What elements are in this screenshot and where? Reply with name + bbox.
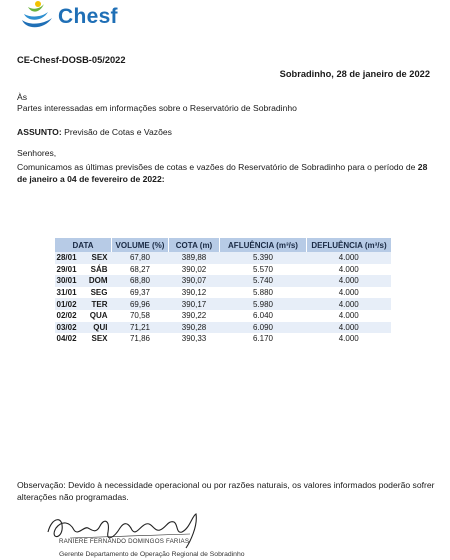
weekday-value: QUI (93, 322, 108, 332)
cell-defluencia: 4.000 (307, 287, 392, 299)
cell-date (55, 275, 112, 287)
date-value: 04/02 (56, 334, 77, 344)
cell-afluencia: 5.570 (220, 264, 307, 276)
cell-defluencia: 4.000 (307, 298, 392, 310)
cell-cota: 390,28 (169, 322, 220, 334)
cell-afluencia: 5.980 (220, 298, 307, 310)
table-row (55, 322, 392, 334)
cell-defluencia: 4.000 (307, 333, 392, 345)
handwritten-signature (40, 508, 230, 552)
chesf-logo (18, 0, 128, 32)
body-text: Comunicamos as últimas previsões de cotas e vazões do Reservatório de Sobradinho para o período de (17, 162, 416, 172)
logo-text: Chesf (58, 5, 118, 28)
cell-afluencia: 6.040 (220, 310, 307, 322)
cell-date (55, 252, 112, 264)
cell-afluencia: 5.390 (220, 252, 307, 264)
cell-defluencia: 4.000 (307, 310, 392, 322)
table-row (55, 252, 392, 264)
table-row (55, 298, 392, 310)
cell-cota: 390,17 (169, 298, 220, 310)
header-volume: VOLUME (%) (112, 238, 169, 252)
weekday-value: QUA (89, 311, 108, 321)
date-value: 02/02 (56, 311, 77, 321)
document-reference: CE-Chesf-DOSB-05/2022 (17, 55, 126, 65)
cell-defluencia: 4.000 (307, 322, 392, 334)
cell-date (55, 333, 112, 345)
cell-volume: 68,80 (112, 275, 169, 287)
document-date: Sobradinho, 28 de janeiro de 2022 (279, 69, 430, 79)
table-header-row (55, 238, 392, 252)
cell-defluencia: 4.000 (307, 252, 392, 264)
date-value: 30/01 (56, 276, 77, 286)
date-value: 29/01 (56, 264, 77, 274)
cell-cota: 390,02 (169, 264, 220, 276)
cell-afluencia: 5.740 (220, 275, 307, 287)
subject-label: ASSUNTO: (17, 127, 62, 137)
cell-afluencia: 6.170 (220, 333, 307, 345)
cell-defluencia: 4.000 (307, 264, 392, 276)
subject-text: Previsão de Cotas e Vazões (64, 127, 172, 137)
chesf-swirl-logo-icon (18, 0, 56, 30)
weekday-value: SEX (91, 334, 108, 344)
signer-role: Gerente Departamento de Operação Regional de Sobradinho (59, 551, 245, 558)
cell-afluencia: 5.880 (220, 287, 307, 299)
cell-cota: 389,88 (169, 252, 220, 264)
observation-note: Observação: Devido à necessidade operacional ou por razões naturais, os valores informados poderão sofrer alterações não programadas. (17, 480, 435, 502)
cell-cota: 390,33 (169, 333, 220, 345)
cell-volume: 69,37 (112, 287, 169, 299)
date-value: 31/01 (56, 288, 77, 298)
weekday-value: DOM (88, 276, 108, 286)
header-cota: COTA (m) (169, 238, 220, 252)
cell-date (55, 322, 112, 334)
cell-date (55, 298, 112, 310)
greeting: Senhores, (17, 148, 57, 158)
table-row (55, 310, 392, 322)
header-afluencia: AFLUÊNCIA (m³/s) (220, 238, 307, 252)
cell-volume: 71,21 (112, 322, 169, 334)
weekday-value: SEG (90, 288, 108, 298)
body-paragraph (17, 161, 437, 185)
table-row (55, 287, 392, 299)
cell-volume: 71,86 (112, 333, 169, 345)
cell-date (55, 264, 112, 276)
date-value: 01/02 (56, 299, 77, 309)
subject-line (17, 127, 172, 137)
cell-volume: 67,80 (112, 252, 169, 264)
header-data: DATA (55, 238, 112, 252)
forecast-table (54, 238, 391, 345)
cell-volume: 68,27 (112, 264, 169, 276)
cell-cota: 390,22 (169, 310, 220, 322)
cell-date (55, 287, 112, 299)
cell-cota: 390,07 (169, 275, 220, 287)
cell-date (55, 310, 112, 322)
cell-volume: 70,58 (112, 310, 169, 322)
address-line-1: Às (17, 92, 28, 102)
table-row (55, 264, 392, 276)
signer-name: RANIERE FERNANDO DOMINGOS FARIAS (59, 538, 190, 545)
cell-defluencia: 4.000 (307, 275, 392, 287)
date-value: 03/02 (56, 322, 77, 332)
cell-volume: 69,96 (112, 298, 169, 310)
cell-cota: 390,12 (169, 287, 220, 299)
weekday-value: SEX (91, 253, 108, 263)
address-line-2: Partes interessadas em informações sobre o Reservatório de Sobradinho (17, 103, 297, 113)
weekday-value: TER (91, 299, 108, 309)
body-period: 28 de janeiro a 04 de fevereiro de 2022: (17, 162, 428, 184)
weekday-value: SÁB (90, 264, 108, 274)
header-defluencia: DEFLUÊNCIA (m³/s) (307, 238, 392, 252)
date-value: 28/01 (56, 253, 77, 263)
table-row (55, 333, 392, 345)
cell-afluencia: 6.090 (220, 322, 307, 334)
table-row (55, 275, 392, 287)
